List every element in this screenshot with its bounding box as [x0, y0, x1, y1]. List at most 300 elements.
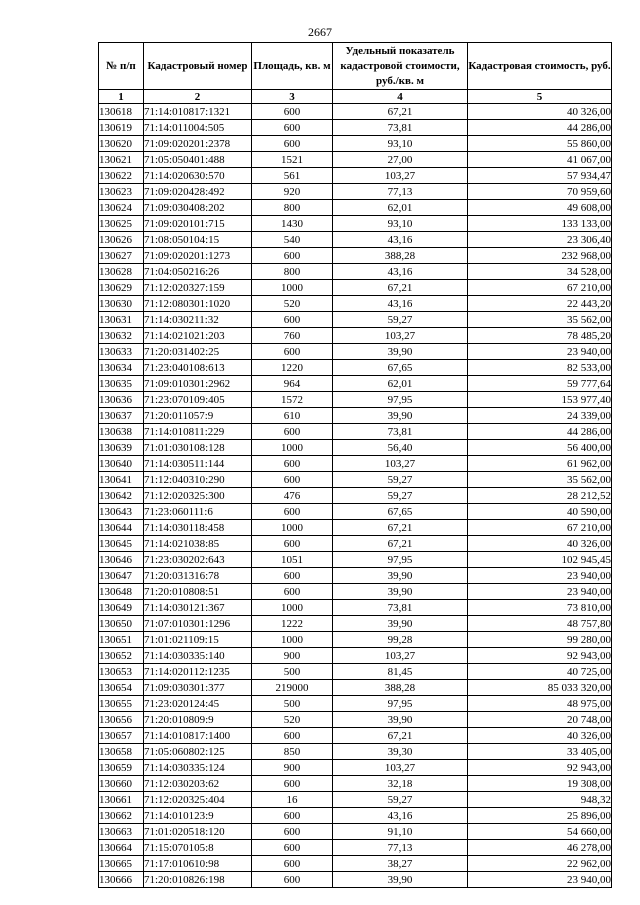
cadastral-value-cell: 232 968,00	[468, 248, 612, 264]
cadastral-number-cell: 71:17:010610:98	[144, 856, 252, 872]
table-row	[99, 392, 612, 408]
table-row	[99, 136, 612, 152]
area-cell: 1000	[252, 280, 333, 296]
cadastral-value-cell: 20 748,00	[468, 712, 612, 728]
table-row	[99, 456, 612, 472]
cadastral-value-cell: 70 959,60	[468, 184, 612, 200]
cadastral-value-cell: 92 943,00	[468, 648, 612, 664]
table-row	[99, 328, 612, 344]
cadastral-number-cell: 71:04:050216:26	[144, 264, 252, 280]
cadastral-value-cell: 40 590,00	[468, 504, 612, 520]
cadastral-value-cell: 85 033 320,00	[468, 680, 612, 696]
area-cell: 600	[252, 872, 333, 888]
row-number-cell: 130632	[99, 328, 144, 344]
unit-value-cell: 103,27	[333, 456, 468, 472]
row-number-cell: 130629	[99, 280, 144, 296]
cadastral-value-cell: 61 962,00	[468, 456, 612, 472]
cadastral-number-cell: 71:05:060802:125	[144, 744, 252, 760]
area-cell: 1000	[252, 600, 333, 616]
area-cell: 600	[252, 824, 333, 840]
area-cell: 600	[252, 728, 333, 744]
area-cell: 219000	[252, 680, 333, 696]
row-number-cell: 130630	[99, 296, 144, 312]
cadastral-number-cell: 71:12:040310:290	[144, 472, 252, 488]
cadastral-number-cell: 71:23:030202:643	[144, 552, 252, 568]
table-row	[99, 840, 612, 856]
unit-value-cell: 39,30	[333, 744, 468, 760]
cadastral-number-cell: 71:14:030335:140	[144, 648, 252, 664]
area-cell: 500	[252, 664, 333, 680]
table-row	[99, 168, 612, 184]
cadastral-value-cell: 22 962,00	[468, 856, 612, 872]
area-cell: 964	[252, 376, 333, 392]
table-row	[99, 472, 612, 488]
row-number-cell: 130633	[99, 344, 144, 360]
unit-value-cell: 93,10	[333, 136, 468, 152]
table-row	[99, 728, 612, 744]
unit-value-cell: 73,81	[333, 600, 468, 616]
table-row	[99, 680, 612, 696]
area-cell: 600	[252, 456, 333, 472]
unit-value-cell: 39,90	[333, 872, 468, 888]
table-row	[99, 568, 612, 584]
area-cell: 800	[252, 264, 333, 280]
area-cell: 520	[252, 296, 333, 312]
table-column-number-row	[99, 90, 612, 104]
column-number: 3	[252, 90, 333, 104]
cadastral-number-cell: 71:14:010811:229	[144, 424, 252, 440]
cadastral-value-cell: 78 485,20	[468, 328, 612, 344]
area-cell: 610	[252, 408, 333, 424]
cadastral-number-cell: 71:20:031402:25	[144, 344, 252, 360]
table-row	[99, 280, 612, 296]
table-row	[99, 856, 612, 872]
row-number-cell: 130659	[99, 760, 144, 776]
table-row	[99, 104, 612, 120]
cadastral-value-cell: 23 940,00	[468, 872, 612, 888]
table-row	[99, 152, 612, 168]
row-number-cell: 130661	[99, 792, 144, 808]
unit-value-cell: 77,13	[333, 840, 468, 856]
area-cell: 600	[252, 120, 333, 136]
row-number-cell: 130663	[99, 824, 144, 840]
unit-value-cell: 56,40	[333, 440, 468, 456]
cadastral-number-cell: 71:08:050104:15	[144, 232, 252, 248]
row-number-cell: 130660	[99, 776, 144, 792]
table-row	[99, 584, 612, 600]
unit-value-cell: 97,95	[333, 392, 468, 408]
area-cell: 600	[252, 312, 333, 328]
cadastral-value-cell: 40 326,00	[468, 104, 612, 120]
table-row	[99, 664, 612, 680]
table-body	[99, 104, 612, 888]
cadastral-number-cell: 71:14:020630:570	[144, 168, 252, 184]
cadastral-number-cell: 71:14:011004:505	[144, 120, 252, 136]
area-cell: 1222	[252, 616, 333, 632]
cadastral-number-cell: 71:14:010817:1321	[144, 104, 252, 120]
row-number-cell: 130640	[99, 456, 144, 472]
unit-value-cell: 38,27	[333, 856, 468, 872]
cadastral-number-cell: 71:09:010301:2962	[144, 376, 252, 392]
area-cell: 1430	[252, 216, 333, 232]
table-row	[99, 488, 612, 504]
unit-value-cell: 67,21	[333, 728, 468, 744]
unit-value-cell: 59,27	[333, 488, 468, 504]
row-number-cell: 130648	[99, 584, 144, 600]
area-cell: 16	[252, 792, 333, 808]
cadastral-value-cell: 24 339,00	[468, 408, 612, 424]
row-number-cell: 130665	[99, 856, 144, 872]
table-row	[99, 808, 612, 824]
table-row	[99, 120, 612, 136]
row-number-cell: 130622	[99, 168, 144, 184]
cadastral-value-table	[98, 42, 612, 888]
table-row	[99, 824, 612, 840]
table-row	[99, 264, 612, 280]
cadastral-number-cell: 71:05:050401:488	[144, 152, 252, 168]
row-number-cell: 130621	[99, 152, 144, 168]
unit-value-cell: 39,90	[333, 408, 468, 424]
table-row	[99, 648, 612, 664]
area-cell: 1051	[252, 552, 333, 568]
table-row	[99, 792, 612, 808]
column-number: 4	[333, 90, 468, 104]
cadastral-number-cell: 71:20:011057:9	[144, 408, 252, 424]
area-cell: 600	[252, 536, 333, 552]
area-cell: 900	[252, 648, 333, 664]
cadastral-value-cell: 133 133,00	[468, 216, 612, 232]
cadastral-value-cell: 102 945,45	[468, 552, 612, 568]
row-number-cell: 130628	[99, 264, 144, 280]
area-cell: 600	[252, 136, 333, 152]
row-number-cell: 130656	[99, 712, 144, 728]
row-number-cell: 130650	[99, 616, 144, 632]
cadastral-value-cell: 44 286,00	[468, 120, 612, 136]
table-row	[99, 312, 612, 328]
row-number-cell: 130657	[99, 728, 144, 744]
cadastral-value-cell: 67 210,00	[468, 280, 612, 296]
unit-value-cell: 59,27	[333, 312, 468, 328]
header-unit-value: Удельный показатель кадастровой стоимости, руб./кв. м	[333, 43, 468, 90]
header-row-number: № п/п	[99, 43, 144, 90]
row-number-cell: 130626	[99, 232, 144, 248]
cadastral-number-cell: 71:01:030108:128	[144, 440, 252, 456]
table-row	[99, 632, 612, 648]
row-number-cell: 130619	[99, 120, 144, 136]
unit-value-cell: 103,27	[333, 648, 468, 664]
area-cell: 800	[252, 200, 333, 216]
cadastral-value-cell: 25 896,00	[468, 808, 612, 824]
area-cell: 600	[252, 472, 333, 488]
table-row	[99, 360, 612, 376]
area-cell: 1000	[252, 440, 333, 456]
cadastral-value-cell: 19 308,00	[468, 776, 612, 792]
table-row	[99, 440, 612, 456]
unit-value-cell: 39,90	[333, 616, 468, 632]
unit-value-cell: 59,27	[333, 472, 468, 488]
unit-value-cell: 43,16	[333, 808, 468, 824]
unit-value-cell: 99,28	[333, 632, 468, 648]
cadastral-number-cell: 71:12:020325:300	[144, 488, 252, 504]
row-number-cell: 130655	[99, 696, 144, 712]
area-cell: 600	[252, 840, 333, 856]
area-cell: 600	[252, 568, 333, 584]
row-number-cell: 130631	[99, 312, 144, 328]
row-number-cell: 130652	[99, 648, 144, 664]
row-number-cell: 130637	[99, 408, 144, 424]
cadastral-value-cell: 948,32	[468, 792, 612, 808]
header-cadastral-number: Кадастровый номер	[144, 43, 252, 90]
cadastral-number-cell: 71:20:031316:78	[144, 568, 252, 584]
row-number-cell: 130634	[99, 360, 144, 376]
cadastral-value-cell: 40 326,00	[468, 536, 612, 552]
cadastral-value-cell: 56 400,00	[468, 440, 612, 456]
cadastral-number-cell: 71:09:030408:202	[144, 200, 252, 216]
unit-value-cell: 67,65	[333, 504, 468, 520]
cadastral-number-cell: 71:14:030118:458	[144, 520, 252, 536]
unit-value-cell: 73,81	[333, 120, 468, 136]
area-cell: 1572	[252, 392, 333, 408]
area-cell: 1000	[252, 520, 333, 536]
cadastral-number-cell: 71:09:030301:377	[144, 680, 252, 696]
row-number-cell: 130642	[99, 488, 144, 504]
unit-value-cell: 81,45	[333, 664, 468, 680]
cadastral-number-cell: 71:20:010808:51	[144, 584, 252, 600]
unit-value-cell: 43,16	[333, 232, 468, 248]
row-number-cell: 130662	[99, 808, 144, 824]
column-number: 1	[99, 90, 144, 104]
area-cell: 600	[252, 856, 333, 872]
table-row	[99, 616, 612, 632]
row-number-cell: 130636	[99, 392, 144, 408]
cadastral-number-cell: 71:14:021021:203	[144, 328, 252, 344]
cadastral-number-cell: 71:09:020428:492	[144, 184, 252, 200]
cadastral-value-cell: 23 940,00	[468, 568, 612, 584]
cadastral-number-cell: 71:20:010809:9	[144, 712, 252, 728]
table-row	[99, 504, 612, 520]
cadastral-value-cell: 57 934,47	[468, 168, 612, 184]
unit-value-cell: 59,27	[333, 792, 468, 808]
cadastral-value-cell: 82 533,00	[468, 360, 612, 376]
cadastral-value-cell: 92 943,00	[468, 760, 612, 776]
table-row	[99, 376, 612, 392]
row-number-cell: 130644	[99, 520, 144, 536]
area-cell: 1521	[252, 152, 333, 168]
column-number: 2	[144, 90, 252, 104]
header-area: Площадь, кв. м	[252, 43, 333, 90]
area-cell: 600	[252, 808, 333, 824]
cadastral-value-cell: 99 280,00	[468, 632, 612, 648]
cadastral-value-cell: 73 810,00	[468, 600, 612, 616]
cadastral-value-cell: 48 975,00	[468, 696, 612, 712]
cadastral-value-cell: 59 777,64	[468, 376, 612, 392]
row-number-cell: 130666	[99, 872, 144, 888]
table-row	[99, 216, 612, 232]
cadastral-value-cell: 23 306,40	[468, 232, 612, 248]
cadastral-value-cell: 35 562,00	[468, 312, 612, 328]
table-row	[99, 872, 612, 888]
cadastral-number-cell: 71:23:040108:613	[144, 360, 252, 376]
row-number-cell: 130658	[99, 744, 144, 760]
unit-value-cell: 77,13	[333, 184, 468, 200]
row-number-cell: 130646	[99, 552, 144, 568]
row-number-cell: 130641	[99, 472, 144, 488]
cadastral-value-cell: 40 326,00	[468, 728, 612, 744]
table-row	[99, 248, 612, 264]
area-cell: 540	[252, 232, 333, 248]
unit-value-cell: 32,18	[333, 776, 468, 792]
area-cell: 1220	[252, 360, 333, 376]
cadastral-value-cell: 153 977,40	[468, 392, 612, 408]
cadastral-number-cell: 71:12:030203:62	[144, 776, 252, 792]
page-number: 2667	[308, 25, 332, 39]
cadastral-value-cell: 35 562,00	[468, 472, 612, 488]
row-number-cell: 130647	[99, 568, 144, 584]
row-number-cell: 130627	[99, 248, 144, 264]
table-row	[99, 184, 612, 200]
unit-value-cell: 43,16	[333, 264, 468, 280]
table-row	[99, 232, 612, 248]
area-cell: 760	[252, 328, 333, 344]
row-number-cell: 130649	[99, 600, 144, 616]
area-cell: 476	[252, 488, 333, 504]
area-cell: 600	[252, 776, 333, 792]
header-cadastral-value: Кадастровая стоимость, руб.	[468, 43, 612, 90]
row-number-cell: 130638	[99, 424, 144, 440]
unit-value-cell: 388,28	[333, 248, 468, 264]
cadastral-number-cell: 71:01:021109:15	[144, 632, 252, 648]
cadastral-number-cell: 71:12:080301:1020	[144, 296, 252, 312]
row-number-cell: 130618	[99, 104, 144, 120]
area-cell: 850	[252, 744, 333, 760]
cadastral-number-cell: 71:23:060111:6	[144, 504, 252, 520]
table-row	[99, 424, 612, 440]
row-number-cell: 130654	[99, 680, 144, 696]
cadastral-value-cell: 67 210,00	[468, 520, 612, 536]
cadastral-value-cell: 33 405,00	[468, 744, 612, 760]
area-cell: 600	[252, 344, 333, 360]
unit-value-cell: 73,81	[333, 424, 468, 440]
unit-value-cell: 103,27	[333, 168, 468, 184]
cadastral-number-cell: 71:09:020201:1273	[144, 248, 252, 264]
cadastral-number-cell: 71:14:010817:1400	[144, 728, 252, 744]
row-number-cell: 130635	[99, 376, 144, 392]
table-row	[99, 200, 612, 216]
cadastral-value-cell: 28 212,52	[468, 488, 612, 504]
unit-value-cell: 62,01	[333, 376, 468, 392]
unit-value-cell: 67,21	[333, 536, 468, 552]
area-cell: 600	[252, 424, 333, 440]
row-number-cell: 130620	[99, 136, 144, 152]
cadastral-number-cell: 71:09:020101:715	[144, 216, 252, 232]
cadastral-number-cell: 71:07:010301:1296	[144, 616, 252, 632]
row-number-cell: 130643	[99, 504, 144, 520]
cadastral-number-cell: 71:12:020325:404	[144, 792, 252, 808]
area-cell: 520	[252, 712, 333, 728]
cadastral-number-cell: 71:14:020112:1235	[144, 664, 252, 680]
area-cell: 900	[252, 760, 333, 776]
row-number-cell: 130645	[99, 536, 144, 552]
area-cell: 600	[252, 584, 333, 600]
table-row	[99, 744, 612, 760]
row-number-cell: 130651	[99, 632, 144, 648]
cadastral-value-cell: 22 443,20	[468, 296, 612, 312]
table-row	[99, 552, 612, 568]
area-cell: 500	[252, 696, 333, 712]
table-row	[99, 296, 612, 312]
cadastral-number-cell: 71:14:030121:367	[144, 600, 252, 616]
cadastral-number-cell: 71:01:020518:120	[144, 824, 252, 840]
table-row	[99, 536, 612, 552]
row-number-cell: 130639	[99, 440, 144, 456]
unit-value-cell: 67,21	[333, 104, 468, 120]
cadastral-number-cell: 71:14:021038:85	[144, 536, 252, 552]
cadastral-number-cell: 71:14:010123:9	[144, 808, 252, 824]
unit-value-cell: 97,95	[333, 552, 468, 568]
cadastral-number-cell: 71:14:030511:144	[144, 456, 252, 472]
unit-value-cell: 103,27	[333, 760, 468, 776]
table-row	[99, 408, 612, 424]
row-number-cell: 130625	[99, 216, 144, 232]
table-row	[99, 344, 612, 360]
unit-value-cell: 39,90	[333, 584, 468, 600]
area-cell: 561	[252, 168, 333, 184]
unit-value-cell: 27,00	[333, 152, 468, 168]
table-row	[99, 712, 612, 728]
cadastral-value-cell: 44 286,00	[468, 424, 612, 440]
unit-value-cell: 67,21	[333, 520, 468, 536]
unit-value-cell: 93,10	[333, 216, 468, 232]
row-number-cell: 130623	[99, 184, 144, 200]
unit-value-cell: 39,90	[333, 712, 468, 728]
area-cell: 600	[252, 504, 333, 520]
unit-value-cell: 39,90	[333, 568, 468, 584]
table-row	[99, 776, 612, 792]
cadastral-value-cell: 54 660,00	[468, 824, 612, 840]
unit-value-cell: 43,16	[333, 296, 468, 312]
row-number-cell: 130624	[99, 200, 144, 216]
cadastral-number-cell: 71:23:020124:45	[144, 696, 252, 712]
row-number-cell: 130653	[99, 664, 144, 680]
table-header-row	[99, 43, 612, 90]
cadastral-value-cell: 41 067,00	[468, 152, 612, 168]
cadastral-number-cell: 71:14:030335:124	[144, 760, 252, 776]
cadastral-value-cell: 46 278,00	[468, 840, 612, 856]
unit-value-cell: 39,90	[333, 344, 468, 360]
table-row	[99, 696, 612, 712]
cadastral-value-cell: 49 608,00	[468, 200, 612, 216]
cadastral-value-cell: 48 757,80	[468, 616, 612, 632]
cadastral-number-cell: 71:14:030211:32	[144, 312, 252, 328]
cadastral-number-cell: 71:12:020327:159	[144, 280, 252, 296]
cadastral-value-cell: 34 528,00	[468, 264, 612, 280]
table-row	[99, 760, 612, 776]
cadastral-value-cell: 23 940,00	[468, 344, 612, 360]
row-number-cell: 130664	[99, 840, 144, 856]
column-number: 5	[468, 90, 612, 104]
unit-value-cell: 97,95	[333, 696, 468, 712]
area-cell: 920	[252, 184, 333, 200]
table-row	[99, 600, 612, 616]
cadastral-number-cell: 71:15:070105:8	[144, 840, 252, 856]
unit-value-cell: 62,01	[333, 200, 468, 216]
table-row	[99, 520, 612, 536]
area-cell: 600	[252, 248, 333, 264]
unit-value-cell: 91,10	[333, 824, 468, 840]
unit-value-cell: 67,21	[333, 280, 468, 296]
area-cell: 600	[252, 104, 333, 120]
cadastral-number-cell: 71:23:070109:405	[144, 392, 252, 408]
